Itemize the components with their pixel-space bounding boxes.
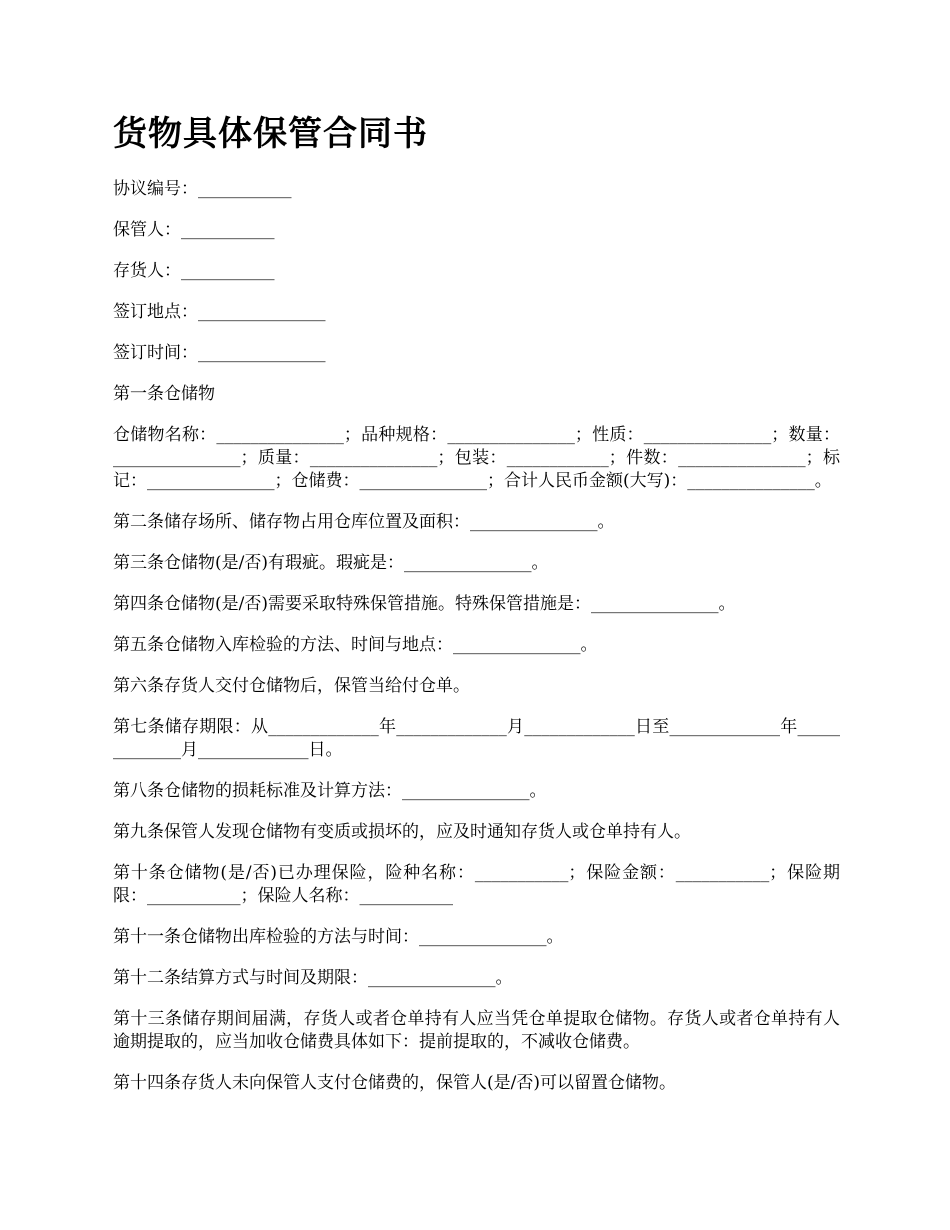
article-1-heading: 第一条仓储物	[113, 384, 215, 404]
article-13: 第十三条储存期间届满，存货人或者仓单持有人应当凭仓单提取仓储物。存货人或者仓单持有人逾期提取的，应当加收仓储费具体如下：提前提取的，不减收仓储费。	[113, 1009, 840, 1052]
article-8: 第八条仓储物的损耗标准及计算方法：_______________。	[113, 781, 547, 801]
field-signing-time: 签订时间：_______________	[113, 343, 326, 363]
article-9: 第九条保管人发现仓储物有变质或损坏的，应及时通知存货人或仓单持有人。	[113, 822, 691, 842]
field-depositor: 存货人：___________	[113, 261, 275, 281]
field-signing-place: 签订地点：_______________	[113, 302, 326, 322]
article-1-details: 仓储物名称：_______________；品种规格：_______________；性质：_______________；数量：_______________；质量：_______________；包装：____________；件数：_______________；标记：_______________；仓储费：_______________；合计人民币金额(大写)：_______________。	[113, 425, 840, 491]
article-12: 第十二条结算方式与时间及期限：_______________。	[113, 968, 513, 988]
field-agreement-number: 协议编号：___________	[113, 179, 292, 199]
article-14: 第十四条存货人未向保管人支付仓储费的，保管人(是/否)可以留置仓储物。	[113, 1073, 676, 1093]
field-custodian: 保管人：___________	[113, 220, 275, 240]
article-7: 第七条储存期限：从_____________年_____________月_____________日至_____________年_____________月_____________日。	[113, 717, 840, 760]
article-11: 第十一条仓储物出库检验的方法与时间：_______________。	[113, 927, 564, 947]
article-3: 第三条仓储物(是/否)有瑕疵。瑕疵是：_______________。	[113, 553, 549, 573]
document-title: 货物具体保管合同书	[113, 114, 428, 154]
document-page	[113, 112, 840, 1113]
article-10: 第十条仓储物(是/否)已办理保险，险种名称：___________；保险金额：___________；保险期限：___________；保险人名称：___________	[113, 863, 840, 906]
article-6: 第六条存货人交付仓储物后，保管当给付仓单。	[113, 676, 470, 696]
article-5: 第五条仓储物入库检验的方法、时间与地点：_______________。	[113, 635, 598, 655]
article-4: 第四条仓储物(是/否)需要采取特殊保管措施。特殊保管措施是：_______________。	[113, 594, 736, 614]
article-2: 第二条储存场所、储存物占用仓库位置及面积：_______________。	[113, 512, 615, 532]
